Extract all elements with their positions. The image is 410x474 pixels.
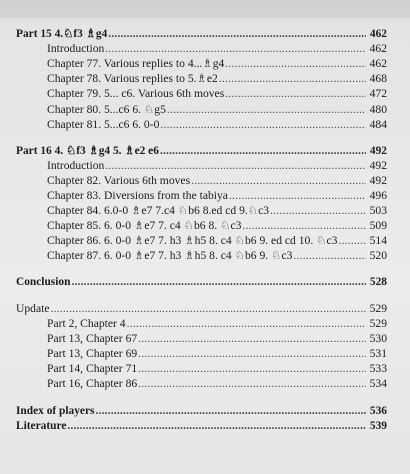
toc-page-number: 462	[369, 57, 387, 70]
toc-entry	[47, 219, 387, 233]
toc-page-number: 496	[369, 189, 387, 202]
toc-entry	[47, 332, 387, 346]
toc-leader-dots	[108, 27, 366, 41]
toc-page-number: 533	[369, 362, 387, 375]
toc-entry-title: Literature	[16, 420, 67, 432]
toc-entry-title: Part 13, Chapter 67	[47, 332, 138, 345]
toc-entry-title: Part 14, Chapter 71	[47, 362, 138, 375]
toc-entry	[47, 189, 387, 203]
toc-entry	[47, 347, 387, 361]
toc-entry-title: Chapter 87. 6. 0-0 ♗e7 7. h3 ♗h5 8. c4 ♘b6 9. ♘c3	[47, 249, 293, 262]
toc-leader-dots	[293, 249, 366, 263]
toc-section-entry	[16, 275, 387, 289]
toc-entry-title: Chapter 86. 6. 0-0 ♗e7 7. h3 ♗h5 8. c4 ♘b6 9. ed cd 10. ♘c3	[47, 234, 338, 247]
toc-leader-dots	[225, 57, 366, 71]
toc-entry-title: Update	[16, 302, 50, 315]
toc-leader-dots	[138, 347, 366, 361]
toc-entry-title: Chapter 84. 6.0-0 ♗e7 7.c4 ♘b6 8.ed cd 9.♘c3	[47, 204, 270, 217]
toc-page-number: 514	[369, 234, 387, 247]
toc-leader-dots	[219, 72, 366, 86]
toc-section-entry	[16, 419, 387, 433]
toc-entry	[47, 57, 387, 71]
toc-page-number: 536	[369, 405, 387, 417]
toc-entry-title: Chapter 78. Various replies to 5.♗e2	[47, 72, 218, 85]
toc-entry	[47, 87, 387, 101]
toc-leader-dots	[225, 87, 366, 101]
toc-entry-title: Chapter 85. 6. 0-0 ♗e7 7. c4 ♘b6 8. ♘c3	[47, 219, 242, 232]
toc-entry-title: Part 16, Chapter 86	[47, 377, 138, 390]
toc-page-number: 528	[369, 276, 387, 288]
toc-entry	[47, 317, 387, 331]
toc-leader-dots	[138, 377, 366, 391]
toc-leader-dots	[160, 144, 366, 158]
toc-entry-title: Chapter 80. 5...c6 6. ♘g5	[47, 103, 166, 116]
toc-page-number: 539	[369, 420, 387, 432]
toc-page-number: 462	[369, 28, 387, 40]
toc-page-number: 509	[369, 219, 387, 232]
toc-leader-dots	[191, 174, 366, 188]
toc-page-number: 520	[369, 249, 387, 262]
toc-entry-title: Chapter 81. 5...c6 6. 0-0	[47, 118, 160, 131]
toc-leader-dots	[167, 103, 366, 117]
toc-entry-title: Conclusion	[16, 276, 71, 288]
toc-entry	[47, 42, 387, 56]
page-top-edge	[0, 0, 410, 18]
toc-entry-title: Part 15 4.♘f3 ♗g4	[16, 28, 108, 40]
toc-leader-dots	[71, 275, 366, 289]
toc-entry-title: Index of players	[16, 405, 95, 417]
toc-page-number: 503	[369, 204, 387, 217]
toc-entry-title: Introduction	[47, 42, 105, 55]
toc-entry	[47, 204, 387, 218]
toc-entry	[47, 159, 387, 173]
toc-leader-dots	[105, 159, 366, 173]
toc-entry	[47, 377, 387, 391]
toc-leader-dots	[270, 204, 366, 218]
toc-entry-title: Part 16 4. ♘f3 ♗g4 5. ♗e2 e6	[16, 145, 159, 157]
toc-section-entry	[16, 27, 387, 41]
toc-leader-dots	[50, 302, 366, 316]
toc-section-entry	[16, 404, 387, 418]
toc-entry-title: Part 2, Chapter 4	[47, 317, 126, 330]
toc-page-number: 462	[369, 42, 387, 55]
toc-page-number: 531	[369, 347, 387, 360]
toc-leader-dots	[95, 404, 366, 418]
toc-page-number: 468	[369, 72, 387, 85]
toc-page-number: 534	[369, 377, 387, 390]
toc-leader-dots	[242, 219, 366, 233]
toc-entry	[47, 362, 387, 376]
toc-leader-dots	[105, 42, 366, 56]
toc-leader-dots	[138, 362, 366, 376]
toc-entry-title: Part 13, Chapter 69	[47, 347, 138, 360]
toc-page-number: 492	[369, 145, 387, 157]
toc-entry-title: Chapter 83. Diversions from the tabiya	[47, 189, 228, 202]
toc-page-number: 529	[369, 317, 387, 330]
toc-entry	[47, 174, 387, 188]
toc-leader-dots	[338, 234, 366, 248]
toc-entry	[47, 249, 387, 263]
toc-entry-title: Chapter 82. Various 6th moves	[47, 174, 191, 187]
toc-leader-dots	[138, 332, 366, 346]
toc-entry	[47, 103, 387, 117]
toc-leader-dots	[127, 317, 366, 331]
toc-entry-title: Chapter 79. 5... c6. Various 6th moves	[47, 87, 225, 100]
toc-page-number: 530	[369, 332, 387, 345]
toc-entry	[47, 118, 387, 132]
toc-entry	[47, 234, 387, 248]
toc-leader-dots	[67, 419, 366, 433]
toc-page-number: 480	[369, 103, 387, 116]
toc-leader-dots	[160, 118, 366, 132]
toc-entry	[47, 72, 387, 86]
toc-leader-dots	[229, 189, 366, 203]
toc-page-number: 492	[369, 174, 387, 187]
toc-page-number: 472	[369, 87, 387, 100]
toc-page-number: 484	[369, 118, 387, 131]
toc-page-number: 492	[369, 159, 387, 172]
toc-entry-title: Introduction	[47, 159, 105, 172]
toc-section-entry	[16, 144, 387, 158]
toc-entry-title: Chapter 77. Various replies to 4...♗g4	[47, 57, 225, 70]
toc-page-number: 529	[369, 302, 387, 315]
toc-section-entry	[16, 302, 387, 316]
